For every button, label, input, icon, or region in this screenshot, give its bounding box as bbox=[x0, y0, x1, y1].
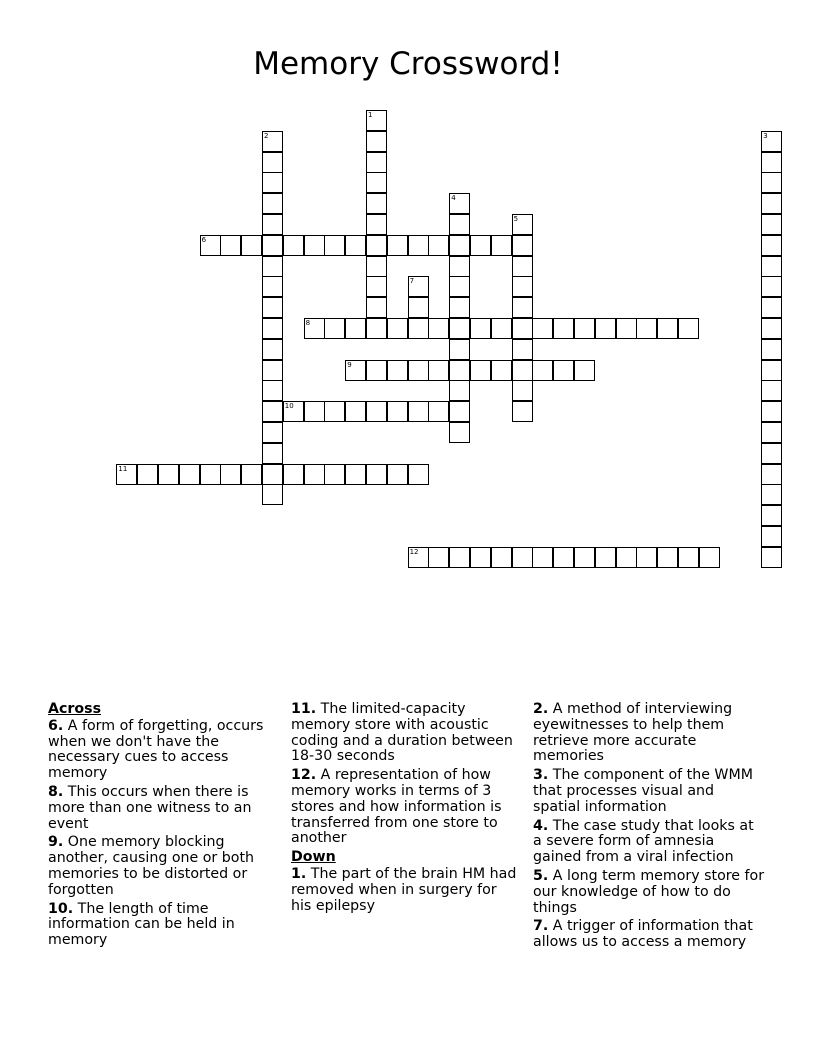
grid-cell[interactable] bbox=[657, 547, 678, 568]
cell-number: 1 bbox=[368, 111, 373, 119]
grid-cell[interactable] bbox=[449, 276, 470, 297]
grid-cell[interactable] bbox=[553, 547, 574, 568]
cell-number: 10 bbox=[284, 402, 294, 411]
cell-number: 7 bbox=[409, 277, 415, 286]
grid-cell[interactable] bbox=[491, 547, 512, 568]
grid-cell[interactable] bbox=[449, 422, 470, 443]
grid-cell[interactable] bbox=[449, 360, 470, 381]
grid-cell[interactable] bbox=[137, 464, 158, 485]
clue-down-4 bbox=[533, 819, 765, 866]
grid-cell[interactable] bbox=[553, 318, 574, 339]
page-title: Memory Crossword! bbox=[253, 46, 563, 82]
grid-cell[interactable] bbox=[283, 464, 304, 485]
grid-cell[interactable] bbox=[345, 318, 366, 339]
cell-number: 5 bbox=[513, 215, 519, 223]
grid-cell[interactable] bbox=[428, 235, 449, 256]
grid-cell[interactable] bbox=[761, 484, 782, 505]
grid-cell[interactable] bbox=[512, 339, 533, 360]
grid-cell[interactable] bbox=[595, 547, 616, 568]
grid-cell[interactable] bbox=[470, 360, 491, 381]
grid-cell[interactable] bbox=[283, 401, 304, 422]
grid-cell[interactable] bbox=[366, 214, 387, 235]
cell-number: 6 bbox=[201, 235, 207, 244]
grid-cell[interactable] bbox=[366, 172, 387, 193]
grid-cell[interactable] bbox=[387, 235, 408, 256]
grid-cell[interactable] bbox=[262, 484, 283, 505]
grid-cell[interactable] bbox=[366, 131, 387, 152]
clue-across-10 bbox=[48, 902, 278, 949]
clue-across-6 bbox=[48, 719, 278, 782]
grid-cell[interactable] bbox=[366, 152, 387, 173]
clue-text: A form of forgetting, occurs when we don't have the necessary cues to access memory bbox=[48, 717, 264, 782]
grid-cell[interactable] bbox=[428, 547, 449, 568]
grid-cell[interactable] bbox=[449, 214, 470, 235]
grid-cell[interactable] bbox=[304, 401, 325, 422]
grid-cell[interactable] bbox=[220, 464, 241, 485]
grid-cell[interactable] bbox=[116, 464, 137, 485]
grid-cell[interactable] bbox=[678, 547, 699, 568]
grid-cell[interactable] bbox=[408, 235, 429, 256]
grid-cell[interactable] bbox=[408, 464, 429, 485]
clues-column-1 bbox=[48, 702, 278, 952]
grid-cell[interactable] bbox=[761, 235, 782, 256]
grid-cell[interactable] bbox=[366, 193, 387, 214]
grid-cell[interactable] bbox=[470, 547, 491, 568]
grid-cell[interactable] bbox=[366, 464, 387, 485]
grid-cell[interactable] bbox=[262, 152, 283, 173]
grid-cell[interactable] bbox=[678, 318, 699, 339]
grid-cell[interactable] bbox=[262, 256, 283, 277]
clue-down-7 bbox=[533, 919, 765, 951]
grid-cell[interactable] bbox=[387, 464, 408, 485]
grid-cell[interactable] bbox=[262, 339, 283, 360]
grid-cell[interactable] bbox=[761, 214, 782, 235]
grid-cell[interactable] bbox=[616, 547, 637, 568]
grid-cell[interactable] bbox=[408, 360, 429, 381]
grid-cell[interactable] bbox=[262, 318, 283, 339]
grid-cell[interactable] bbox=[512, 235, 533, 256]
grid-cell[interactable] bbox=[491, 360, 512, 381]
grid-cell[interactable] bbox=[761, 297, 782, 318]
grid-cell[interactable] bbox=[512, 214, 533, 235]
clue-down-1 bbox=[291, 867, 519, 914]
grid-cell[interactable] bbox=[387, 401, 408, 422]
grid-cell[interactable] bbox=[387, 360, 408, 381]
clue-number: 7. bbox=[533, 918, 549, 935]
grid-cell[interactable] bbox=[761, 464, 782, 485]
grid-cell[interactable] bbox=[241, 464, 262, 485]
grid-cell[interactable] bbox=[761, 547, 782, 568]
grid-cell[interactable] bbox=[366, 318, 387, 339]
clues-column-3 bbox=[533, 702, 765, 954]
down-heading: Down bbox=[291, 849, 336, 866]
grid-cell[interactable] bbox=[532, 318, 553, 339]
grid-cell[interactable] bbox=[345, 360, 366, 381]
grid-cell[interactable] bbox=[366, 256, 387, 277]
across-heading: Across bbox=[48, 701, 102, 717]
grid-cell[interactable] bbox=[366, 110, 387, 131]
grid-cell[interactable] bbox=[262, 464, 283, 485]
grid-cell[interactable] bbox=[449, 339, 470, 360]
clues-column-2 bbox=[291, 702, 519, 917]
grid-cell[interactable] bbox=[512, 401, 533, 422]
grid-cell[interactable] bbox=[304, 318, 325, 339]
grid-cell[interactable] bbox=[574, 547, 595, 568]
grid-cell[interactable] bbox=[324, 235, 345, 256]
grid-cell[interactable] bbox=[470, 318, 491, 339]
cell-number: 4 bbox=[451, 194, 456, 203]
grid-cell[interactable] bbox=[512, 380, 533, 401]
grid-cell[interactable] bbox=[262, 380, 283, 401]
grid-cell[interactable] bbox=[200, 235, 221, 256]
grid-cell[interactable] bbox=[532, 360, 553, 381]
grid-cell[interactable] bbox=[574, 318, 595, 339]
grid-cell[interactable] bbox=[345, 235, 366, 256]
grid-cell[interactable] bbox=[449, 401, 470, 422]
cell-number: 11 bbox=[118, 464, 128, 473]
grid-cell[interactable] bbox=[324, 318, 345, 339]
grid-cell[interactable] bbox=[304, 235, 325, 256]
grid-cell[interactable] bbox=[532, 547, 553, 568]
grid-cell[interactable] bbox=[512, 256, 533, 277]
grid-cell[interactable] bbox=[512, 318, 533, 339]
clue-across-12 bbox=[291, 768, 519, 847]
clue-text: The component of the WMM that processes visual and spatial information bbox=[533, 767, 753, 815]
grid-cell[interactable] bbox=[512, 547, 533, 568]
cell-number: 8 bbox=[305, 319, 311, 327]
grid-cell[interactable] bbox=[574, 360, 595, 381]
grid-cell[interactable] bbox=[366, 235, 387, 256]
grid-cell[interactable] bbox=[241, 235, 262, 256]
clue-down-2 bbox=[533, 702, 765, 765]
grid-cell[interactable] bbox=[324, 464, 345, 485]
grid-cell[interactable] bbox=[262, 276, 283, 297]
grid-cell[interactable] bbox=[262, 193, 283, 214]
grid-cell[interactable] bbox=[491, 235, 512, 256]
grid-cell[interactable] bbox=[491, 318, 512, 339]
clue-number: 4. bbox=[533, 817, 549, 834]
grid-cell[interactable] bbox=[761, 276, 782, 297]
cell-number: 2 bbox=[264, 131, 269, 140]
grid-cell[interactable] bbox=[761, 318, 782, 339]
grid-cell[interactable] bbox=[553, 360, 574, 381]
grid-cell[interactable] bbox=[428, 401, 449, 422]
grid-cell[interactable] bbox=[262, 401, 283, 422]
grid-cell[interactable] bbox=[345, 401, 366, 422]
grid-cell[interactable] bbox=[761, 256, 782, 277]
grid-cell[interactable] bbox=[408, 547, 429, 568]
grid-cell[interactable] bbox=[595, 318, 616, 339]
clue-text: The part of the brain HM had removed when in surgery for his epilepsy bbox=[291, 865, 517, 914]
clue-down-3 bbox=[533, 768, 765, 815]
grid-cell[interactable] bbox=[304, 464, 325, 485]
grid-cell[interactable] bbox=[179, 464, 200, 485]
grid-cell[interactable] bbox=[636, 547, 657, 568]
grid-cell[interactable] bbox=[283, 235, 304, 256]
grid-cell[interactable] bbox=[408, 276, 429, 297]
grid-cell[interactable] bbox=[636, 318, 657, 339]
clue-down-5 bbox=[533, 869, 765, 916]
clue-number: 2. bbox=[533, 701, 549, 717]
grid-cell[interactable] bbox=[200, 464, 221, 485]
grid-cell[interactable] bbox=[470, 235, 491, 256]
clue-number: 6. bbox=[48, 717, 64, 734]
grid-cell[interactable] bbox=[366, 360, 387, 381]
clue-number: 1. bbox=[291, 865, 307, 882]
grid-cell[interactable] bbox=[512, 276, 533, 297]
grid-cell[interactable] bbox=[262, 214, 283, 235]
clue-text: The limited-capacity memory store with acoustic coding and a duration between 18-30 seconds bbox=[291, 701, 513, 765]
grid-cell[interactable] bbox=[449, 235, 470, 256]
grid-cell[interactable] bbox=[262, 360, 283, 381]
grid-cell[interactable] bbox=[761, 443, 782, 464]
clue-number: 8. bbox=[48, 783, 64, 800]
clue-number: 5. bbox=[533, 867, 549, 884]
grid-cell[interactable] bbox=[449, 318, 470, 339]
grid-cell[interactable] bbox=[408, 297, 429, 318]
grid-cell[interactable] bbox=[345, 464, 366, 485]
grid-cell[interactable] bbox=[428, 318, 449, 339]
grid-cell[interactable] bbox=[449, 380, 470, 401]
grid-cell[interactable] bbox=[387, 318, 408, 339]
clue-number: 12. bbox=[291, 767, 317, 784]
grid-cell[interactable] bbox=[408, 401, 429, 422]
cell-number: 3 bbox=[763, 131, 768, 140]
grid-cell[interactable] bbox=[449, 547, 470, 568]
grid-cell[interactable] bbox=[512, 360, 533, 381]
grid-cell[interactable] bbox=[449, 297, 470, 318]
clue-number: 9. bbox=[48, 834, 64, 851]
grid-cell[interactable] bbox=[262, 443, 283, 464]
grid-cell[interactable] bbox=[428, 360, 449, 381]
clue-text: The length of time information can be held in memory bbox=[48, 900, 235, 949]
clue-text: A trigger of information that allows us to access a memory bbox=[533, 918, 753, 951]
grid-cell[interactable] bbox=[657, 318, 678, 339]
cell-number: 9 bbox=[347, 360, 352, 369]
grid-cell[interactable] bbox=[761, 401, 782, 422]
grid-cell[interactable] bbox=[761, 422, 782, 443]
grid-cell[interactable] bbox=[449, 256, 470, 277]
grid-cell[interactable] bbox=[761, 152, 782, 173]
grid-cell[interactable] bbox=[761, 193, 782, 214]
cell-number: 12 bbox=[409, 547, 419, 556]
grid-cell[interactable] bbox=[449, 193, 470, 214]
clue-number: 3. bbox=[533, 767, 549, 784]
grid-cell[interactable] bbox=[761, 131, 782, 152]
grid-cell[interactable] bbox=[324, 401, 345, 422]
grid-cell[interactable] bbox=[262, 235, 283, 256]
clue-across-9 bbox=[48, 835, 278, 898]
grid-cell[interactable] bbox=[512, 297, 533, 318]
grid-cell[interactable] bbox=[761, 172, 782, 193]
grid-cell[interactable] bbox=[761, 380, 782, 401]
clue-text: One memory blocking another, causing one or both memories to be distorted or forgotten bbox=[48, 834, 255, 898]
grid-cell[interactable] bbox=[699, 547, 720, 568]
grid-cell[interactable] bbox=[158, 464, 179, 485]
grid-cell[interactable] bbox=[262, 422, 283, 443]
grid-cell[interactable] bbox=[761, 339, 782, 360]
grid-cell[interactable] bbox=[366, 297, 387, 318]
clue-number: 11. bbox=[291, 701, 317, 717]
grid-cell[interactable] bbox=[408, 318, 429, 339]
grid-cell[interactable] bbox=[616, 318, 637, 339]
clue-text: This occurs when there is more than one witness to an event bbox=[48, 783, 252, 832]
clue-text: A long term memory store for our knowledge of how to do things bbox=[533, 867, 765, 916]
clue-text: The case study that looks at a severe form of amnesia gained from a viral infection bbox=[533, 817, 754, 866]
clue-text: A representation of how memory works in terms of 3 stores and how information is transferred from one store to another bbox=[291, 767, 502, 847]
grid-cell[interactable] bbox=[220, 235, 241, 256]
clue-across-8 bbox=[48, 785, 278, 832]
grid-cell[interactable] bbox=[366, 276, 387, 297]
clue-text: A method of interviewing eyewitnesses to help them retrieve more accurate memories bbox=[533, 701, 733, 765]
clue-across-11 bbox=[291, 702, 519, 765]
grid-cell[interactable] bbox=[366, 401, 387, 422]
grid-cell[interactable] bbox=[262, 297, 283, 318]
grid-cell[interactable] bbox=[262, 131, 283, 152]
grid-cell[interactable] bbox=[761, 360, 782, 381]
grid-cell[interactable] bbox=[761, 505, 782, 526]
clue-number: 10. bbox=[48, 900, 74, 917]
grid-cell[interactable] bbox=[262, 172, 283, 193]
grid-cell[interactable] bbox=[761, 526, 782, 547]
